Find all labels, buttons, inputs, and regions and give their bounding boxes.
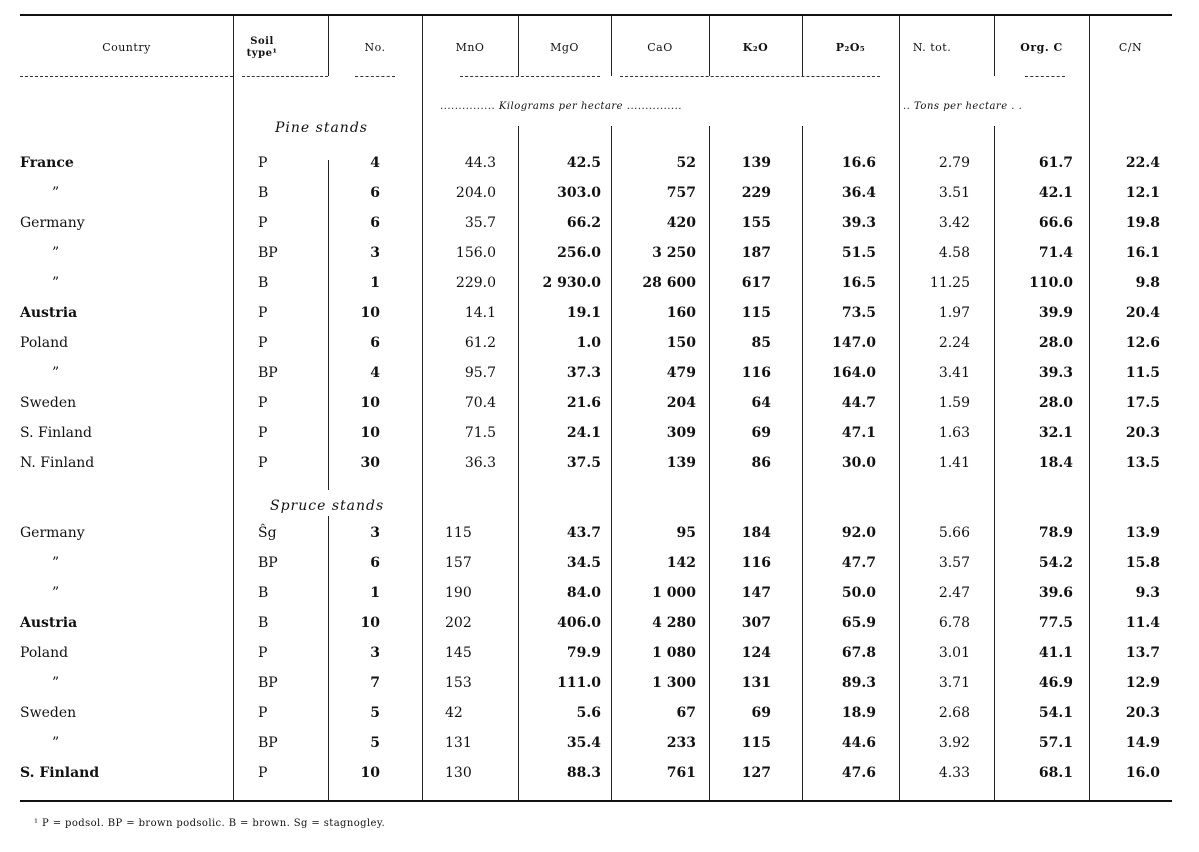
cell-p2o5: 67.8: [841, 645, 876, 661]
cell-mgo: 84.0: [566, 585, 601, 601]
table-row: [0, 448, 1199, 478]
cell-country: ”: [52, 675, 60, 691]
cell-cn: 12.1: [1125, 185, 1160, 201]
cell-no: 3: [370, 645, 380, 661]
cell-mno: 130: [445, 765, 472, 781]
cell-p2o5: 89.3: [841, 675, 876, 691]
header-country: Country: [102, 41, 151, 54]
cell-ntot: 3.57: [938, 555, 970, 571]
table-row: [0, 178, 1199, 208]
cell-p2o5: 36.4: [841, 185, 876, 201]
cell-cn: 9.3: [1135, 585, 1160, 601]
cell-mno: 70.4: [464, 395, 496, 411]
cell-country: ”: [52, 275, 60, 291]
cell-soil-type: BP: [258, 675, 278, 691]
header-orgc: Org. C: [1020, 41, 1063, 54]
cell-p2o5: 44.7: [841, 395, 876, 411]
cell-cao: 420: [666, 215, 696, 231]
header-no: No.: [364, 41, 386, 54]
cell-orgc: 39.3: [1038, 365, 1073, 381]
cell-mgo: 37.5: [566, 455, 601, 471]
cell-mno: 42: [445, 705, 463, 721]
cell-ntot: 6.78: [938, 615, 970, 631]
cell-p2o5: 51.5: [841, 245, 876, 261]
cell-p2o5: 44.6: [841, 735, 876, 751]
cell-cao: 142: [666, 555, 696, 571]
header-underline: [20, 76, 233, 78]
cell-cn: 20.3: [1125, 705, 1160, 721]
cell-country: ”: [52, 555, 60, 571]
cell-orgc: 68.1: [1038, 765, 1073, 781]
cell-country: ”: [52, 735, 60, 751]
header-underline: [242, 76, 328, 78]
table-row: [0, 418, 1199, 448]
cell-mno: 14.1: [464, 305, 496, 321]
table-row: [0, 758, 1199, 788]
cell-orgc: 39.9: [1038, 305, 1073, 321]
cell-mno: 157: [445, 555, 472, 571]
cell-k2o: 116: [741, 365, 771, 381]
cell-country: Poland: [20, 335, 69, 351]
cell-ntot: 5.66: [938, 525, 970, 541]
cell-mno: 202: [445, 615, 472, 631]
cell-orgc: 54.2: [1038, 555, 1073, 571]
cell-k2o: 147: [741, 585, 771, 601]
cell-k2o: 617: [741, 275, 771, 291]
cell-country: Germany: [20, 215, 85, 231]
cell-no: 10: [360, 425, 380, 441]
cell-cn: 13.9: [1125, 525, 1160, 541]
cell-mgo: 21.6: [566, 395, 601, 411]
header-underline: [620, 76, 880, 78]
cell-soil-type: B: [258, 185, 269, 201]
cell-soil-type: P: [258, 765, 268, 781]
header-ntot: N. tot.: [912, 41, 952, 54]
cell-k2o: 155: [741, 215, 771, 231]
cell-mno: 153: [445, 675, 472, 691]
cell-k2o: 115: [741, 305, 771, 321]
cell-country: N. Finland: [20, 455, 95, 471]
table-row: [0, 208, 1199, 238]
cell-mgo: 79.9: [566, 645, 601, 661]
cell-soil-type: B: [258, 585, 269, 601]
cell-orgc: 28.0: [1038, 335, 1073, 351]
cell-k2o: 184: [741, 525, 771, 541]
table-row: [0, 728, 1199, 758]
table-row: [0, 638, 1199, 668]
cell-p2o5: 16.5: [841, 275, 876, 291]
header-soil-type: Soil type¹: [246, 36, 278, 59]
cell-k2o: 307: [741, 615, 771, 631]
cell-p2o5: 47.6: [841, 765, 876, 781]
cell-orgc: 61.7: [1038, 155, 1073, 171]
cell-ntot: 11.25: [929, 275, 970, 291]
cell-mgo: 256.0: [557, 245, 601, 261]
cell-cn: 12.6: [1125, 335, 1160, 351]
cell-k2o: 115: [741, 735, 771, 751]
cell-p2o5: 73.5: [841, 305, 876, 321]
cell-no: 4: [370, 365, 380, 381]
cell-mgo: 19.1: [566, 305, 601, 321]
cell-mgo: 35.4: [566, 735, 601, 751]
cell-p2o5: 50.0: [841, 585, 876, 601]
cell-ntot: 2.47: [938, 585, 970, 601]
cell-ntot: 3.42: [938, 215, 970, 231]
cell-country: ”: [52, 365, 60, 381]
cell-cao: 150: [666, 335, 696, 351]
cell-cao: 1 080: [652, 645, 696, 661]
cell-orgc: 77.5: [1038, 615, 1073, 631]
cell-country: ”: [52, 245, 60, 261]
cell-country: Poland: [20, 645, 69, 661]
cell-mno: 131: [445, 735, 472, 751]
cell-soil-type: P: [258, 215, 268, 231]
cell-country: ”: [52, 585, 60, 601]
cell-soil-type: P: [258, 645, 268, 661]
cell-mno: 35.7: [464, 215, 496, 231]
cell-soil-type: Ŝg: [258, 525, 277, 541]
cell-mgo: 37.3: [566, 365, 601, 381]
cell-orgc: 32.1: [1038, 425, 1073, 441]
cell-country: Austria: [20, 615, 78, 631]
cell-soil-type: P: [258, 705, 268, 721]
bottom-rule: [20, 800, 1172, 802]
cell-p2o5: 92.0: [841, 525, 876, 541]
cell-soil-type: BP: [258, 245, 278, 261]
cell-k2o: 229: [741, 185, 771, 201]
cell-mno: 36.3: [464, 455, 496, 471]
cell-mno: 145: [445, 645, 472, 661]
cell-mgo: 42.5: [566, 155, 601, 171]
cell-mno: 156.0: [455, 245, 496, 261]
cell-cao: 67: [676, 705, 696, 721]
cell-no: 10: [360, 305, 380, 321]
cell-soil-type: B: [258, 275, 269, 291]
cell-no: 6: [370, 555, 380, 571]
cell-orgc: 110.0: [1029, 275, 1073, 291]
cell-ntot: 1.41: [938, 455, 970, 471]
table-row: [0, 148, 1199, 178]
cell-mno: 95.7: [464, 365, 496, 381]
cell-ntot: 3.71: [938, 675, 970, 691]
cell-no: 10: [360, 395, 380, 411]
cell-no: 1: [370, 585, 380, 601]
cell-k2o: 124: [741, 645, 771, 661]
cell-no: 10: [360, 765, 380, 781]
header-underline: [460, 76, 600, 78]
cell-cn: 12.9: [1125, 675, 1160, 691]
cell-cao: 233: [666, 735, 696, 751]
cell-mgo: 5.6: [576, 705, 601, 721]
cell-k2o: 139: [741, 155, 771, 171]
cell-no: 6: [370, 185, 380, 201]
cell-ntot: 1.59: [938, 395, 970, 411]
cell-p2o5: 147.0: [832, 335, 876, 351]
cell-country: Sweden: [20, 705, 77, 721]
cell-no: 5: [370, 705, 380, 721]
cell-ntot: 2.79: [938, 155, 970, 171]
cell-cao: 139: [666, 455, 696, 471]
table-row: [0, 608, 1199, 638]
cell-country: S. Finland: [20, 425, 93, 441]
cell-country: Austria: [20, 305, 78, 321]
top-rule: [20, 14, 1172, 16]
cell-orgc: 39.6: [1038, 585, 1073, 601]
table-row: [0, 358, 1199, 388]
cell-mgo: 1.0: [576, 335, 601, 351]
cell-ntot: 3.51: [938, 185, 970, 201]
cell-ntot: 4.58: [938, 245, 970, 261]
cell-soil-type: P: [258, 425, 268, 441]
cell-mgo: 406.0: [557, 615, 601, 631]
cell-mgo: 66.2: [566, 215, 601, 231]
cell-cn: 13.5: [1125, 455, 1160, 471]
cell-no: 10: [360, 615, 380, 631]
cell-mno: 190: [445, 585, 472, 601]
table-row: [0, 388, 1199, 418]
cell-mno: 204.0: [455, 185, 496, 201]
table-row: [0, 238, 1199, 268]
cell-orgc: 66.6: [1038, 215, 1073, 231]
cell-no: 1: [370, 275, 380, 291]
table-row: [0, 578, 1199, 608]
cell-cn: 20.4: [1125, 305, 1160, 321]
table-row: [0, 548, 1199, 578]
table-row: [0, 518, 1199, 548]
cell-soil-type: P: [258, 455, 268, 471]
cell-cn: 16.0: [1125, 765, 1160, 781]
cell-cao: 1 000: [652, 585, 696, 601]
cell-cao: 204: [666, 395, 696, 411]
cell-cn: 22.4: [1125, 155, 1160, 171]
header-p2o5: P₂O₅: [835, 41, 866, 54]
cell-country: S. Finland: [20, 765, 100, 781]
cell-cn: 14.9: [1125, 735, 1160, 751]
cell-soil-type: BP: [258, 365, 278, 381]
cell-no: 5: [370, 735, 380, 751]
cell-cn: 9.8: [1135, 275, 1160, 291]
cell-k2o: 131: [741, 675, 771, 691]
cell-cao: 95: [676, 525, 696, 541]
cell-ntot: 3.01: [938, 645, 970, 661]
cell-cn: 20.3: [1125, 425, 1160, 441]
cell-cn: 16.1: [1125, 245, 1160, 261]
cell-cao: 52: [676, 155, 696, 171]
cell-mno: 44.3: [464, 155, 496, 171]
table-row: [0, 298, 1199, 328]
cell-p2o5: 16.6: [841, 155, 876, 171]
cell-ntot: 4.33: [938, 765, 970, 781]
cell-soil-type: P: [258, 305, 268, 321]
cell-p2o5: 30.0: [841, 455, 876, 471]
cell-cn: 17.5: [1125, 395, 1160, 411]
cell-k2o: 86: [751, 455, 771, 471]
cell-p2o5: 18.9: [841, 705, 876, 721]
cell-soil-type: P: [258, 335, 268, 351]
cell-mgo: 111.0: [557, 675, 601, 691]
header-k2o: K₂O: [742, 41, 769, 54]
cell-mgo: 2 930.0: [542, 275, 601, 291]
cell-mno: 61.2: [464, 335, 496, 351]
cell-orgc: 46.9: [1038, 675, 1073, 691]
cell-soil-type: BP: [258, 555, 278, 571]
cell-cao: 309: [666, 425, 696, 441]
cell-ntot: 3.41: [938, 365, 970, 381]
cell-country: France: [20, 155, 74, 171]
cell-mgo: 303.0: [557, 185, 601, 201]
cell-soil-type: P: [258, 395, 268, 411]
cell-orgc: 71.4: [1038, 245, 1073, 261]
cell-mgo: 88.3: [566, 765, 601, 781]
cell-orgc: 57.1: [1038, 735, 1073, 751]
cell-ntot: 1.97: [938, 305, 970, 321]
cell-k2o: 187: [741, 245, 771, 261]
cell-cao: 761: [666, 765, 696, 781]
footnote: ¹ P = podsol. BP = brown podsolic. B = brown. Sg = stagnogley.: [34, 818, 386, 829]
cell-ntot: 2.24: [938, 335, 970, 351]
cell-mgo: 24.1: [566, 425, 601, 441]
units-tons-per-hectare: .. Tons per hectare . .: [903, 101, 1023, 112]
cell-country: ”: [52, 185, 60, 201]
cell-p2o5: 39.3: [841, 215, 876, 231]
cell-cao: 479: [666, 365, 696, 381]
table-row: [0, 668, 1199, 698]
header-cn: C/N: [1118, 41, 1143, 54]
cell-no: 6: [370, 335, 380, 351]
cell-no: 7: [370, 675, 380, 691]
header-underline: [355, 76, 395, 78]
cell-no: 3: [370, 245, 380, 261]
cell-orgc: 41.1: [1038, 645, 1073, 661]
header-mgo: MgO: [550, 41, 579, 54]
header-cao: CaO: [647, 41, 673, 54]
cell-cao: 3 250: [652, 245, 696, 261]
cell-country: Germany: [20, 525, 85, 541]
cell-no: 30: [360, 455, 380, 471]
header-underline: [1025, 76, 1065, 78]
cell-p2o5: 47.1: [841, 425, 876, 441]
cell-soil-type: B: [258, 615, 269, 631]
cell-country: Sweden: [20, 395, 77, 411]
cell-cao: 757: [666, 185, 696, 201]
cell-mgo: 43.7: [566, 525, 601, 541]
cell-cn: 11.5: [1125, 365, 1160, 381]
cell-p2o5: 65.9: [841, 615, 876, 631]
cell-k2o: 85: [751, 335, 771, 351]
section-spruce-stands: Spruce stands: [270, 498, 385, 514]
cell-cao: 4 280: [652, 615, 696, 631]
cell-cn: 19.8: [1125, 215, 1160, 231]
cell-orgc: 54.1: [1038, 705, 1073, 721]
table-row: [0, 698, 1199, 728]
cell-k2o: 64: [751, 395, 771, 411]
cell-orgc: 28.0: [1038, 395, 1073, 411]
cell-k2o: 69: [751, 425, 771, 441]
cell-orgc: 78.9: [1038, 525, 1073, 541]
cell-k2o: 69: [751, 705, 771, 721]
cell-mno: 229.0: [455, 275, 496, 291]
cell-no: 3: [370, 525, 380, 541]
table-row: [0, 328, 1199, 358]
cell-cao: 28 600: [642, 275, 696, 291]
cell-cn: 11.4: [1125, 615, 1160, 631]
cell-cn: 15.8: [1125, 555, 1160, 571]
table-row: [0, 268, 1199, 298]
cell-soil-type: P: [258, 155, 268, 171]
cell-soil-type: BP: [258, 735, 278, 751]
units-kg-per-hectare: ............... Kilograms per hectare ...............: [440, 101, 682, 112]
cell-p2o5: 164.0: [832, 365, 876, 381]
cell-no: 4: [370, 155, 380, 171]
cell-no: 6: [370, 215, 380, 231]
cell-mgo: 34.5: [566, 555, 601, 571]
cell-ntot: 3.92: [938, 735, 970, 751]
cell-cn: 13.7: [1125, 645, 1160, 661]
cell-k2o: 127: [741, 765, 771, 781]
cell-mno: 115: [445, 525, 472, 541]
header-mno: MnO: [455, 41, 485, 54]
cell-p2o5: 47.7: [841, 555, 876, 571]
cell-k2o: 116: [741, 555, 771, 571]
cell-ntot: 1.63: [938, 425, 970, 441]
cell-orgc: 42.1: [1038, 185, 1073, 201]
cell-ntot: 2.68: [938, 705, 970, 721]
cell-mno: 71.5: [464, 425, 496, 441]
section-pine-stands: Pine stands: [275, 120, 368, 136]
cell-cao: 1 300: [652, 675, 696, 691]
cell-orgc: 18.4: [1038, 455, 1073, 471]
cell-cao: 160: [666, 305, 696, 321]
